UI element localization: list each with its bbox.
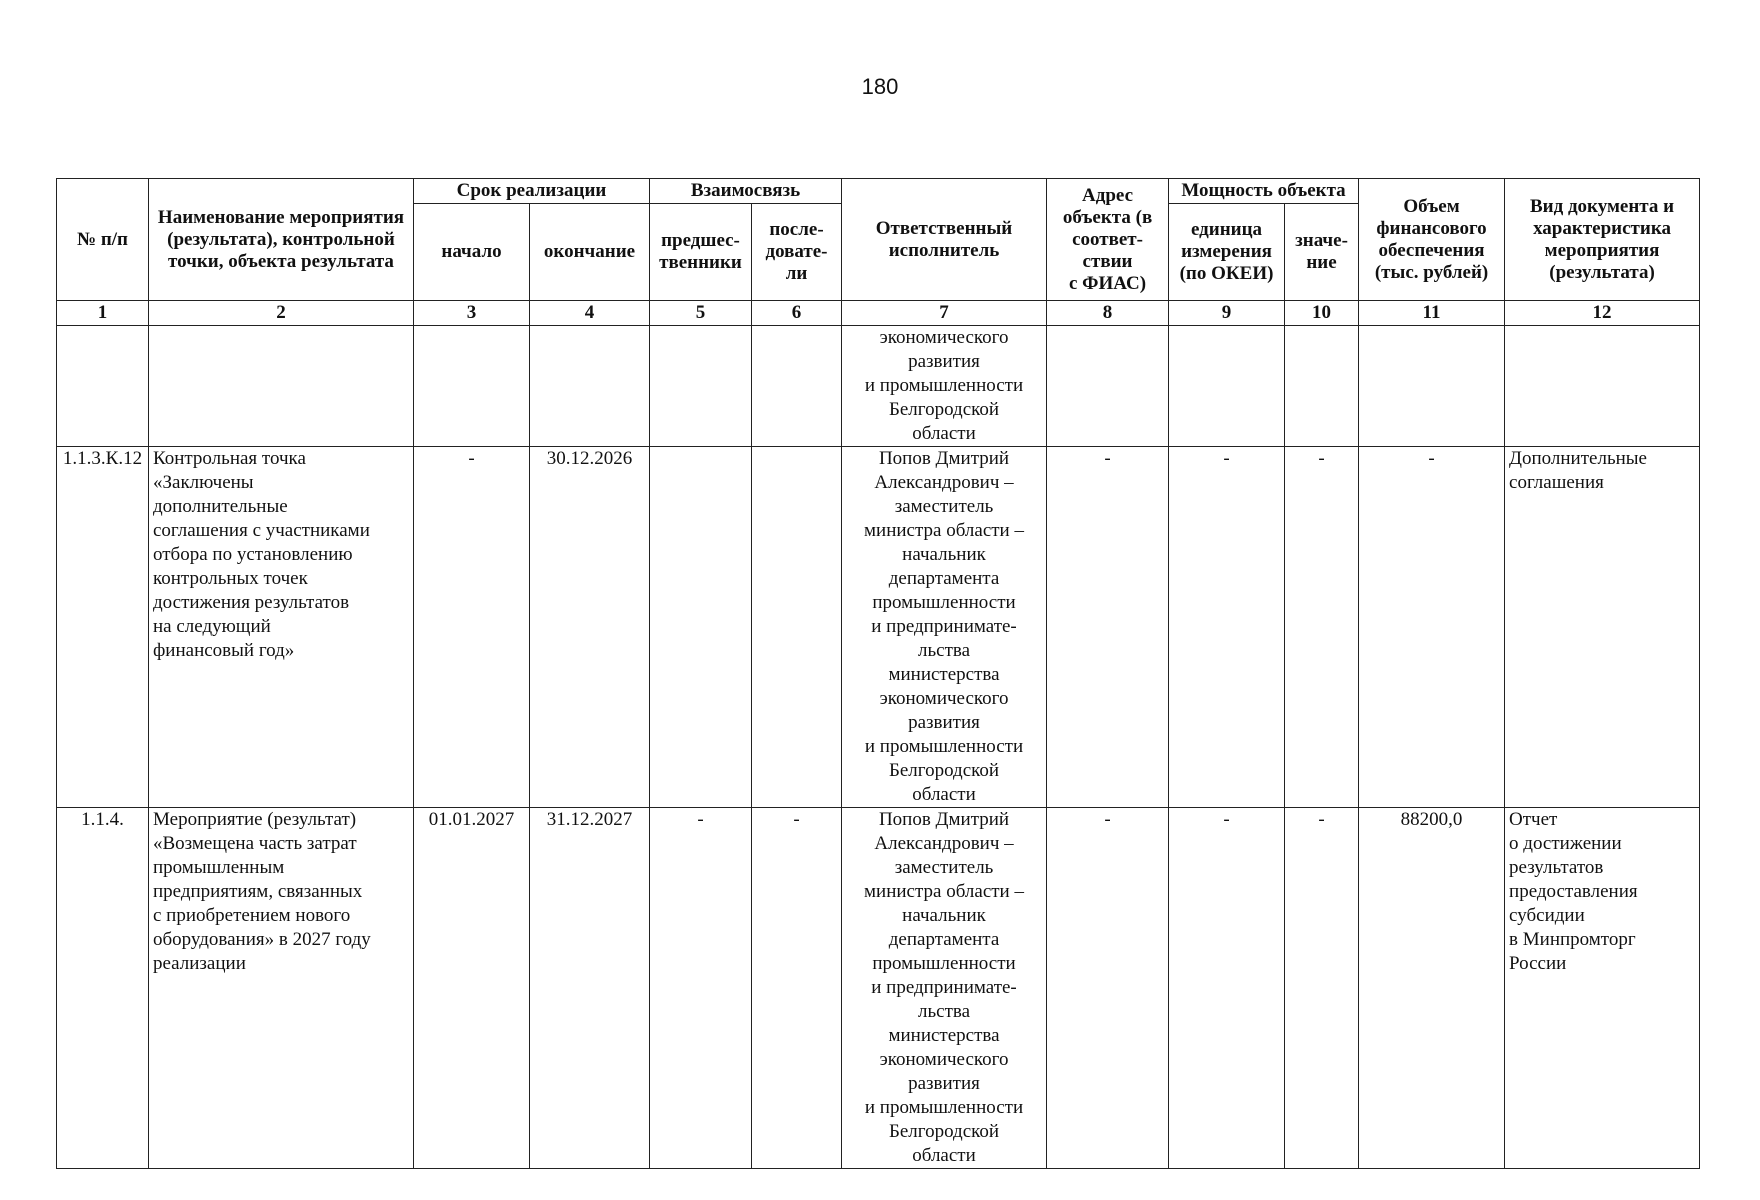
cell-address: - (1047, 447, 1169, 808)
column-number: 1 (57, 301, 149, 326)
cell-name (149, 326, 414, 447)
header-start: начало (414, 204, 530, 301)
table-row (57, 808, 1700, 1169)
header-responsible: Ответственный исполнитель (842, 179, 1047, 301)
header-period-group: Срок реализации (414, 179, 650, 204)
column-number: 3 (414, 301, 530, 326)
cell-num: 1.1.3.К.12 (57, 447, 149, 808)
header-capacity-group: Мощность объекта (1169, 179, 1359, 204)
cell-predecessors: - (650, 808, 752, 1169)
cell-responsible: Попов Дмитрий Александрович – заместитель министра области – начальник департамента промышленности и предпринимате- льства министерства экономического развития и промышленности Белгородской области (842, 447, 1047, 808)
cell-responsible: Попов Дмитрий Александрович – заместитель министра области – начальник департамента промышленности и предпринимате- льства министерства экономического развития и промышленности Белгородской области (842, 808, 1047, 1169)
column-number: 8 (1047, 301, 1169, 326)
header-finance: Объем финансового обеспечения (тыс. рублей) (1359, 179, 1505, 301)
cell-num: 1.1.4. (57, 808, 149, 1169)
cell-value (1285, 326, 1359, 447)
header-address: Адрес объекта (в соответ- ствии с ФИАС) (1047, 179, 1169, 301)
column-number: 9 (1169, 301, 1285, 326)
cell-name: Контрольная точка «Заключены дополнительные соглашения с участниками отбора по установлению контрольных точек достижения результатов на следующий финансовый год» (149, 447, 414, 808)
column-number: 5 (650, 301, 752, 326)
cell-name: Мероприятие (результат) «Возмещена часть затрат промышленным предприятиям, связанных с приобретением нового оборудования» в 2027 году реализации (149, 808, 414, 1169)
header-unit: единица измерения (по ОКЕИ) (1169, 204, 1285, 301)
cell-address: - (1047, 808, 1169, 1169)
cell-finance (1359, 326, 1505, 447)
cell-successors (752, 447, 842, 808)
column-number: 4 (530, 301, 650, 326)
column-number-row (57, 301, 1700, 326)
header-name: Наименование мероприятия (результата), контрольной точки, объекта результата (149, 179, 414, 301)
cell-unit: - (1169, 447, 1285, 808)
table-row (57, 447, 1700, 808)
cell-address (1047, 326, 1169, 447)
cell-document (1505, 326, 1700, 447)
cell-start: 01.01.2027 (414, 808, 530, 1169)
header-link-group: Взаимосвязь (650, 179, 842, 204)
header-num: № п/п (57, 179, 149, 301)
cell-value: - (1285, 447, 1359, 808)
cell-document: Дополнительные соглашения (1505, 447, 1700, 808)
cell-num (57, 326, 149, 447)
header-successors: после- довате- ли (752, 204, 842, 301)
header-row-top (57, 179, 1700, 204)
cell-end (530, 326, 650, 447)
cell-successors: - (752, 808, 842, 1169)
column-number: 12 (1505, 301, 1700, 326)
header-document: Вид документа и характеристика мероприятия (результата) (1505, 179, 1700, 301)
cell-finance: 88200,0 (1359, 808, 1505, 1169)
cell-unit: - (1169, 808, 1285, 1169)
cell-finance: - (1359, 447, 1505, 808)
cell-end: 30.12.2026 (530, 447, 650, 808)
header-end: окончание (530, 204, 650, 301)
cell-predecessors (650, 447, 752, 808)
column-number: 6 (752, 301, 842, 326)
column-number: 10 (1285, 301, 1359, 326)
column-number: 2 (149, 301, 414, 326)
cell-start: - (414, 447, 530, 808)
header-predecessors: предшес- твенники (650, 204, 752, 301)
page-number: 180 (861, 74, 899, 99)
cell-start (414, 326, 530, 447)
cell-document: Отчет о достижении результатов предоставления субсидии в Минпромторг России (1505, 808, 1700, 1169)
cell-end: 31.12.2027 (530, 808, 650, 1169)
activities-table (56, 178, 1700, 1169)
cell-unit (1169, 326, 1285, 447)
cell-value: - (1285, 808, 1359, 1169)
column-number: 7 (842, 301, 1047, 326)
cell-successors (752, 326, 842, 447)
cell-predecessors (650, 326, 752, 447)
table-row (57, 326, 1700, 447)
cell-responsible: экономического развития и промышленности Белгородской области (842, 326, 1047, 447)
header-value: значе- ние (1285, 204, 1359, 301)
column-number: 11 (1359, 301, 1505, 326)
